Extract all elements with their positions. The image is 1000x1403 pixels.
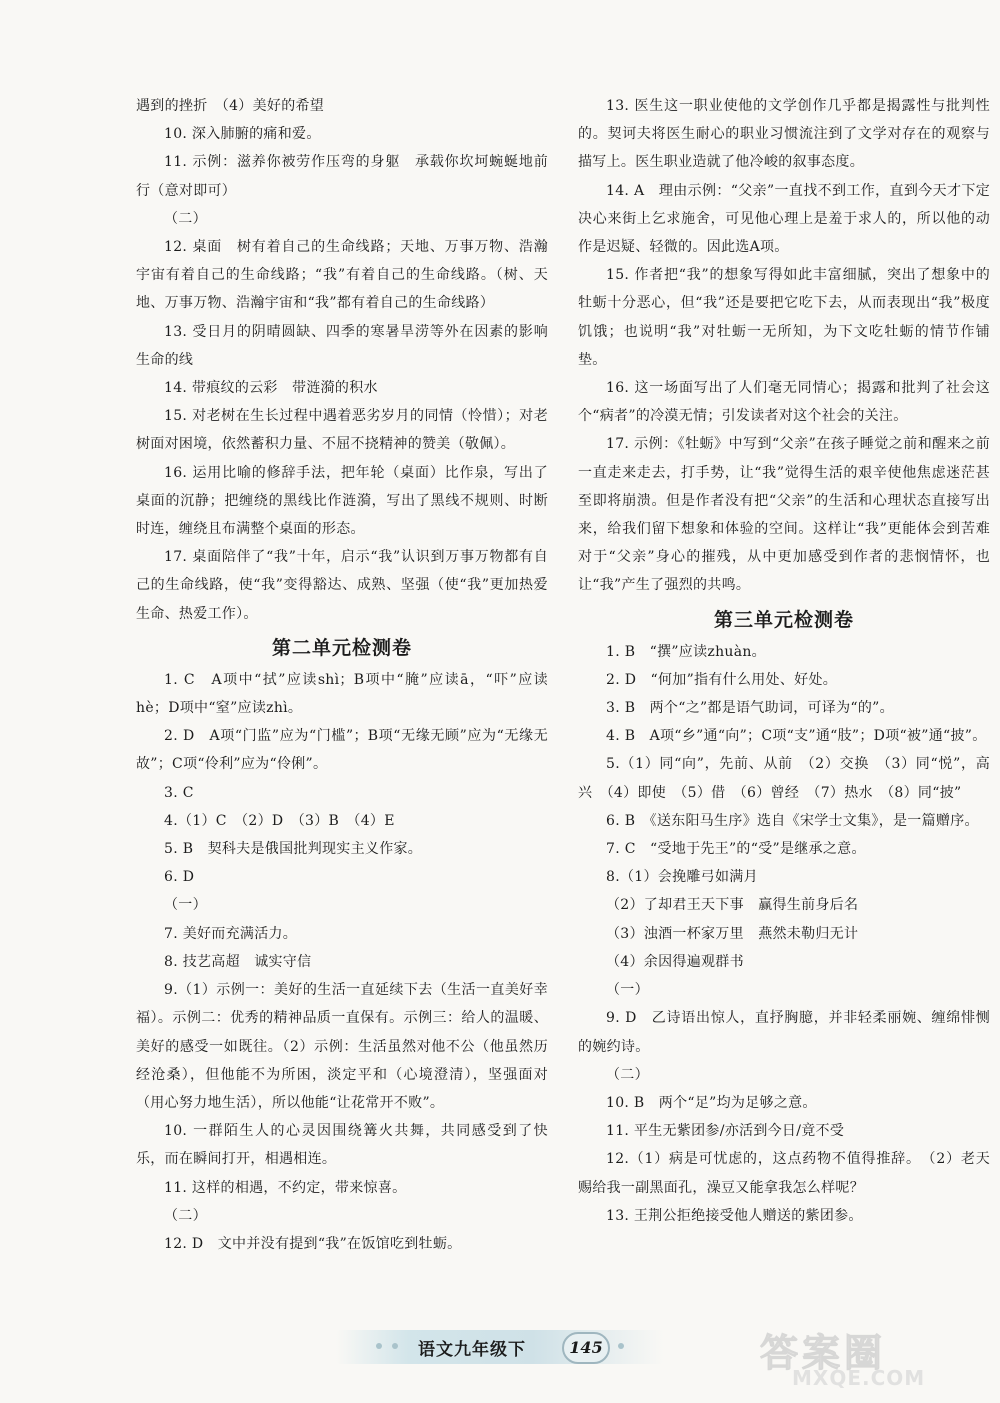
answer-paragraph: 7. C “受地于先王”的“受”是继承之意。: [606, 841, 866, 858]
answer-paragraph: 15. 对老树在生长过程中遇着恶劣岁月的同情（怜惜）；对老树面对困境，依然蓄积力量、不屈不挠精神的赞美（敬佩）。: [136, 408, 548, 453]
answer-paragraph: （4）余因得遍观群书: [606, 953, 744, 970]
answer-paragraph: 16. 运用比喻的修辞手法，把年轮（桌面）比作泉，写出了桌面的沉静；把缠绕的黑线比作涟漪，写出了黑线不规则、时断时连，缠绕且布满整个桌面的形态。: [136, 464, 548, 538]
answer-paragraph: 2. D A项“门监”应为“门槛”；B项“无缘无顾”应为“无缘无故”；C项“伶利”应为“伶俐”。: [136, 728, 548, 773]
answer-paragraph: （二）: [164, 210, 207, 227]
answer-paragraph: 3. C: [164, 784, 194, 801]
answer-paragraph: 10. B 两个“足”均为足够之意。: [606, 1094, 817, 1111]
answer-paragraph: 4.（1）C （2）D （3）B （4）E: [164, 812, 395, 829]
footer-ornament: [376, 1343, 382, 1349]
answer-paragraph: 4. B A项“乡”通“向”；C项“支”通“肢”；D项“被”通“披”。: [606, 728, 987, 745]
answer-paragraph: 15. 作者把“我”的想象写得如此丰富细腻，突出了想象中的牡蛎十分恶心，但“我”还是要把它吃下去，从而表现出“我”极度饥饿；也说明“我”对牡蛎一无所知，为下文吃牡蛎的情节作铺垫。: [578, 267, 990, 368]
answer-paragraph: 8. 技艺高超 诚实守信: [164, 953, 312, 970]
answer-paragraph: 3. B 两个“之”都是语气助词，可译为“的”。: [606, 700, 894, 717]
answer-paragraph: 8.（1）会挽雕弓如满月: [606, 869, 758, 886]
watermark-url: MXQE.COM: [792, 1366, 926, 1390]
left-column: [136, 92, 563, 1258]
answer-paragraph: （3）浊酒一杯家万里 燕然未勒归无计: [606, 925, 859, 942]
answer-paragraph: 17. 桌面陪伴了“我”十年，启示“我”认识到万事万物都有自己的生命线路，使“我”变得豁达、成熟、坚强（使“我”更加热爱生命、热爱工作）。: [136, 549, 548, 622]
answer-paragraph: （一）: [606, 982, 649, 999]
answer-paragraph: 9.（1）示例一：美好的生活一直延续下去（生活一直美好幸福）。示例二：优秀的精神品质一直保有。示例三：给人的温暖、美好的感受一如既往。（2）示例：生活虽然对他不公（他虽然历经沧桑），但他能不为所困，淡定平和（心境澄清），坚强面对（用心努力地生活），所以他能“让花常开不败”。: [136, 982, 548, 1111]
answer-paragraph: 5. B 契科夫是俄国批判现实主义作家。: [164, 841, 423, 858]
answer-paragraph: 12.（1）病是可忧虑的，这点药物不值得推辞。 （2）老天赐给我一副黑面孔，澡豆又能拿我怎么样呢？: [578, 1151, 990, 1196]
answer-paragraph: 14. A 理由示例：“父亲”一直找不到工作，直到今天才下定决心来街上乞求施舍，可见他心理上是羞于求人的，所以他的动作是迟疑、轻微的。因此选A项。: [578, 182, 990, 256]
answer-paragraph: （二）: [606, 1066, 649, 1083]
answer-paragraph: 6. D: [164, 869, 195, 886]
section-heading: 第二单元检测卷: [271, 636, 412, 659]
watermark-logo: 答案圈: [760, 1331, 887, 1375]
answer-paragraph: 遇到的挫折 （4）美好的希望: [136, 98, 325, 114]
answer-paragraph: 11. 平生无紫团参/亦活到今日/竟不受: [606, 1123, 845, 1140]
answer-paragraph: 13. 受日月的阴晴圆缺、四季的寒暑旱涝等外在因素的影响 生命的线: [136, 323, 563, 368]
answer-paragraph: 1. B “撰”应读zhuàn。: [606, 643, 766, 660]
footer-ornament: [618, 1343, 624, 1349]
answer-paragraph: 13. 医生这一职业使他的文学创作几乎都是揭露性与批判性的。契诃夫将医生耐心的职业习惯流注到了文学对存在的观察与描写上。医生职业造就了他冷峻的叙事态度。: [578, 98, 990, 171]
footer-ornament: [392, 1343, 398, 1349]
footer-book-title: 语文九年级下: [418, 1340, 526, 1360]
section-heading: 第三单元检测卷: [713, 608, 854, 631]
answer-paragraph: 17. 示例：《牡蛎》中写到“父亲”在孩子睡觉之前和醒来之前一直走来走去，打手势，让“我”觉得生活的艰辛使他焦虑迷茫甚至即将崩溃。但是作者没有把“父亲”的生活和心理状态直接写出来，给我们留下想象和体验的空间。这样让“我”更能体会到苦难对于“父亲”身心的摧残，从中更加感受到作者的悲悯情怀，也让“我”产生了强烈的共鸣。: [578, 436, 990, 594]
right-column: [578, 92, 990, 1230]
answer-paragraph: 14. 带痕纹的云彩 带涟漪的积水: [164, 380, 378, 397]
answer-paragraph: 1. C A项中“拭”应读shì；B项中“腌”应读ā，“吓”应读hè；D项中“窒”应读zhì。: [136, 671, 548, 717]
site-watermark: [752, 1322, 980, 1392]
answer-paragraph: （一）: [164, 897, 207, 914]
answer-paragraph: 16. 这一场面写出了人们毫无同情心；揭露和批判了社会这个“病者”的冷漠无情；引发读者对这个社会的关注。: [578, 380, 990, 425]
answer-paragraph: 13. 王荆公拒绝接受他人赠送的紫团参。: [606, 1207, 863, 1224]
answer-paragraph: （二）: [164, 1207, 207, 1224]
answer-paragraph: 11. 这样的相遇，不约定，带来惊喜。: [164, 1179, 407, 1196]
answer-paragraph: 12. 桌面 树有着自己的生命线路；天地、万事万物、浩瀚宇宙有着自己的生命线路；“我”有着自己的生命线路。（树、天地、万事万物、浩瀚宇宙和“我”都有着自己的生命线路）: [136, 239, 548, 312]
answer-paragraph: （2）了却君王天下事 赢得生前身后名: [606, 897, 859, 914]
answer-paragraph: 12. D 文中并没有提到“我”在饭馆吃到牡蛎。: [164, 1235, 462, 1252]
answer-paragraph: 7. 美好而充满活力。: [164, 925, 298, 942]
answer-paragraph: 11. 示例：滋养你被劳作压弯的身躯 承载你坎坷蜿蜒地前行（意对即可）: [136, 154, 548, 199]
page-footer: [336, 1330, 664, 1364]
answer-paragraph: 10. 深入肺腑的痛和爱。: [164, 126, 321, 143]
page-number: 145: [562, 1332, 610, 1364]
answer-paragraph: 10. 一群陌生人的心灵因围绕篝火共舞，共同感受到了快乐，而在瞬间打开，相遇相连。: [136, 1123, 548, 1168]
answer-paragraph: 6. B 《送东阳马生序》选自《宋学士文集》，是一篇赠序。: [606, 812, 979, 829]
answer-paragraph: 9. D 乙诗语出惊人，直抒胸臆，并非轻柔丽婉、缠绵悱恻的婉约诗。: [578, 1010, 990, 1055]
answer-paragraph: 5.（1）同“向”，先前、从前 （2）交换 （3）同“悦”，高兴 （4）即使 （5）借 （6）曾经 （7）热水 （8）同“披”: [578, 756, 990, 801]
answer-paragraph: 2. D “何加”指有什么用处、好处。: [606, 671, 838, 688]
